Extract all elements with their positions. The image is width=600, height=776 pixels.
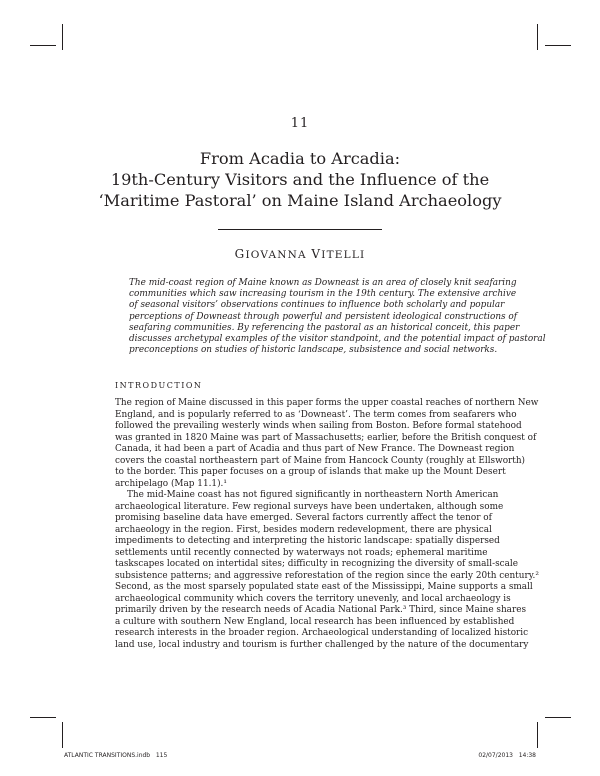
body-line: subsistence patterns; and aggressive reforestation of the region since the early 20th century.² xyxy=(115,570,539,581)
body-line: England, and is popularly referred to as ‘Downeast’. The term comes from seafarers who xyxy=(115,409,517,420)
crop-mark xyxy=(545,45,571,46)
body-line: followed the prevailing westerly winds when sailing from Boston. Before formal statehood xyxy=(115,421,522,431)
body-line: primarily driven by the research needs of Acadia National Park.³ Third, since Maine shares xyxy=(115,605,526,615)
body-line: archipelago (Map 11.1).¹ xyxy=(115,478,227,489)
abstract-line: of seasonal visitors’ observations continues to influence both scholarly and popular xyxy=(129,300,505,311)
body-line: The mid-Maine coast has not figured significantly in northeastern North American xyxy=(127,490,499,500)
crop-mark xyxy=(30,45,56,46)
title-line: From Acadia to Arcadia: xyxy=(199,149,401,168)
body-line: archaeological literature. Few regional surveys have been undertaken, although some xyxy=(115,501,504,512)
body-line: covers the coastal northeastern part of Maine from Hancock County (roughly at Ellsworth) xyxy=(115,455,526,466)
crop-mark xyxy=(537,24,538,50)
section-heading: INTRODUCTION xyxy=(115,381,203,390)
footer-timestamp: 02/07/2013 14:38 xyxy=(478,752,536,759)
abstract-line: seafaring communities. By referencing the pastoral as an historical conceit, this paper xyxy=(129,322,520,333)
crop-mark xyxy=(537,722,538,748)
footer-file-info: ATLANTIC TRANSITIONS.indb 115 xyxy=(64,752,168,759)
abstract-line: communities which saw increasing tourism in the 19th century. The extensive archive xyxy=(129,289,517,300)
body-text xyxy=(115,398,539,651)
abstract-line: perceptions of Downeast through powerful and persistent ideological constructions of xyxy=(129,311,518,322)
crop-mark xyxy=(62,24,63,50)
crop-mark xyxy=(62,722,63,748)
body-line: archaeology in the region. First, besides modern redevelopment, there are physical xyxy=(115,524,492,535)
title-rule xyxy=(218,229,382,230)
body-line: archaeological community which covers the territory unevenly, and local archaeology is xyxy=(115,593,511,604)
body-line: taskscapes located on intertidal sites; difficulty in recognizing the diversity of small-scale xyxy=(115,559,519,569)
body-line: research interests in the broader region. Archaeological understanding of localized historic xyxy=(115,628,529,638)
crop-mark xyxy=(545,717,571,718)
abstract-line: discusses archetypal examples of the visitor standpoint, and the potential impact of pastoral xyxy=(129,333,546,344)
title-line: 19th-Century Visitors and the Influence of the xyxy=(110,170,490,189)
body-line: Canada, it had been a part of Acadia and thus part of New France. The Downeast region xyxy=(115,444,515,454)
body-line: a culture with southern New England, local research has been influenced by established xyxy=(115,616,515,627)
body-line: to the border. This paper focuses on a group of islands that make up the Mount Desert xyxy=(115,467,506,477)
abstract-line: The mid-coast region of Maine known as Downeast is an area of closely knit seafaring xyxy=(129,278,517,288)
chapter-number: 11 xyxy=(290,116,310,131)
body-line: was granted in 1820 Maine was part of Massachusetts; earlier, before the British conquest of xyxy=(115,432,537,443)
body-line: promising baseline data have emerged. Several factors currently affect the tenor of xyxy=(115,513,492,523)
body-line: settlements until recently connected by waterways not roads; ephemeral maritime xyxy=(115,547,488,558)
author-name: GIOVANNA VITELLI xyxy=(234,247,366,261)
body-line: land use, local industry and tourism is further challenged by the nature of the documentary xyxy=(115,639,529,650)
abstract-line: preconceptions on studies of historic landscape, subsistence and social networks. xyxy=(129,345,498,356)
chapter-title xyxy=(60,148,540,211)
body-line: Second, as the most sparsely populated state east of the Mississippi, Maine supports a small xyxy=(115,582,533,592)
title-line: ‘Maritime Pastoral’ on Maine Island Archaeology xyxy=(98,191,502,210)
abstract xyxy=(129,278,546,356)
crop-mark xyxy=(30,717,56,718)
body-line: impediments to detecting and interpreting the historic landscape: spatially dispersed xyxy=(115,536,500,546)
body-line: The region of Maine discussed in this paper forms the upper coastal reaches of northern New xyxy=(115,398,539,408)
